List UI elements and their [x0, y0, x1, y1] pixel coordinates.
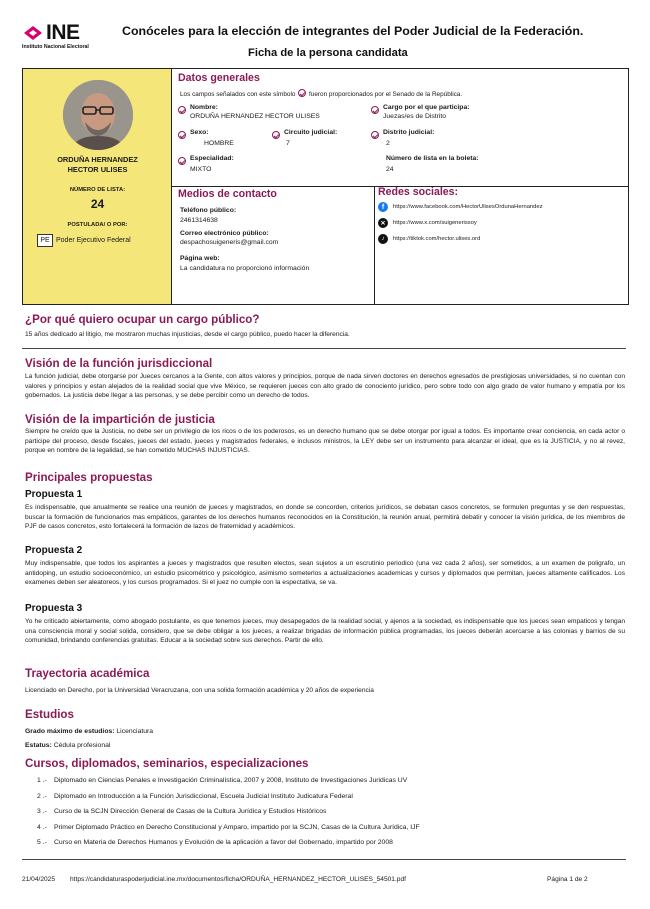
x-link[interactable]: https://www.x.com/suigenerissoy [393, 220, 477, 226]
general-note [180, 89, 462, 98]
page-header [0, 0, 650, 68]
career-text: Licenciado en Derecho, por la Universidad Veracruzana, con una solida formación académica y 20 años de experiencia [25, 687, 374, 694]
candidate-summary [23, 69, 172, 304]
studies-status-label: Estatus: [25, 742, 52, 749]
boleta-value: 24 [386, 166, 394, 173]
section-rule [22, 348, 626, 349]
nombre-label: Nombre: [190, 104, 218, 111]
logo-subtitle: Instituto Nacional Electoral [22, 44, 89, 50]
sexo-check-icon [178, 131, 186, 139]
general-heading: Datos generales [178, 72, 260, 84]
postulation-row [37, 234, 131, 247]
contact-heading: Medios de contacto [178, 188, 277, 200]
course-item [37, 808, 326, 815]
footer-url[interactable]: https://candidaturaspoderjudicial.ine.mx/documentos/ficha/ORDUÑA_HERNANDEZ_HECTOR_ULISES_54501.pdf [70, 876, 406, 883]
cargo-check-icon [371, 106, 379, 114]
footer-rule [22, 859, 626, 860]
candidate-photo [63, 80, 133, 150]
page-subtitle: Ficha de la persona candidata [248, 47, 408, 59]
list-number: 24 [90, 197, 105, 211]
social-x[interactable] [378, 218, 477, 228]
social-facebook[interactable] [378, 202, 543, 212]
course-number: 1 .- [37, 777, 47, 784]
facebook-icon: f [378, 202, 388, 212]
why-heading: ¿Por qué quiero ocupar un cargo público? [25, 313, 260, 326]
studies-grade-value: Licenciatura [116, 728, 154, 735]
tiktok-link[interactable]: https://tiktok.com/hector.ulises.ord [393, 236, 481, 242]
course-item [37, 793, 353, 800]
vision-justice-heading: Visión de la impartición de justicia [25, 413, 215, 426]
proposal-1-text: Es indispensable, que anualmente se realice una reunión de jueces y magistrados, en donde se concorden, criterios jurídicos, se debatan casos concretos, se formulen preguntas y se den respuestas, buscar la formación de funcionarios mas empáticos, garantes de los derechos humanos reconocidos en la Constitución, la reunión anual, permitirá debatir y conocer la visión jurídica, de los miembros de PJF de casos concretos, esto fortalecerá la formación de lazos de fraternidad y académicos. [25, 504, 625, 531]
x-icon: ✕ [378, 218, 388, 228]
course-number: 2 .- [37, 793, 47, 800]
course-text: Curso de la SCJN Dirección General de Casas de la Cultura Jurídica y Estudios Históricos [54, 808, 327, 815]
proposal-2-title: Propuesta 2 [25, 545, 83, 556]
candidate-name [23, 155, 172, 175]
boleta-label: Número de lista en la boleta: [386, 155, 479, 162]
proposals-heading: Principales propuestas [25, 471, 153, 484]
circuito-value: 7 [286, 140, 290, 147]
course-item [37, 777, 407, 784]
vision-justice-text: Siempre he creído que la Justicia, no debe ser un privilegio de los ricos o de los poderosos, es un derecho humano que se debe otorgar por igual a todos. Es importante crear conciencia, en cada actor o participe del proceso, desde fiscales, jueces del estado, jueces y magistrados federales, e inclusos ministros, la LEY debe ser un instrumento para alcanzar el ideal, que es la JUSTICIA, y no al revez, porque en nombre de la legalidad, se han cometido MUCHAS INJUSTICIAS. [25, 428, 625, 455]
senate-check-icon [298, 89, 306, 97]
course-text: Primer Diplomado Práctico en Derecho Constitucional y Amparo, impartido por la SCJN, Casas de la Cultura Jurídica, IJF [54, 824, 420, 831]
course-text: Diplomado en Ciencias Penales e Investigación Criminalística, 2007 y 2008, Instituto de Investigaciones Juridicas UV [54, 777, 408, 784]
social-heading: Redes sociales: [378, 186, 459, 198]
studies-grade [25, 727, 425, 737]
course-number: 4 .- [37, 824, 47, 831]
especialidad-label: Especialidad: [190, 155, 234, 162]
list-number-label: NÚMERO DE LISTA: [69, 187, 126, 193]
web-value: La candidatura no proporcionó información [180, 265, 310, 272]
vision-function-heading: Visión de la función jurisdiccional [25, 357, 213, 370]
especialidad-value: MIXTO [190, 166, 212, 173]
proposal-3-title: Propuesta 3 [25, 603, 83, 614]
sexo-value: HOMBRE [204, 140, 234, 147]
facebook-link[interactable]: https://www.facebook.com/HectorUlisesOrdunaHernandez [393, 204, 543, 210]
phone-value: 2461314638 [180, 217, 218, 224]
candidate-card [22, 68, 629, 305]
footer-date: 21/04/2025 [22, 876, 56, 883]
cargo-label: Cargo por el que participa: [383, 104, 470, 111]
postulation-label: POSTULADA/ O POR: [67, 222, 128, 228]
course-number: 3 .- [37, 808, 47, 815]
page-title: Conóceles para la elección de integrantes del Poder Judicial de la Federación. [122, 24, 584, 38]
course-item [37, 824, 420, 831]
studies-status [25, 741, 425, 751]
proposal-1-title: Propuesta 1 [25, 489, 83, 500]
nombre-value: ORDUÑA HERNANDEZ HECTOR ULISES [190, 113, 320, 120]
ine-logo [22, 22, 106, 50]
course-text: Curso en Materia de Derechos Humanos y Evolución de la aplicación a favor del Gobernado, impartido por 2008 [54, 839, 393, 846]
distrito-label: Distrito judicial: [383, 129, 435, 136]
course-text: Diplomado en Introducción a la Función Jurisdiccional, Escuela Judicial Instituto Judicatura Federal [54, 793, 353, 800]
circuito-label: Circuito judicial: [284, 129, 338, 136]
candidate-name-line2: HECTOR ULISES [67, 165, 128, 174]
circuito-check-icon [272, 131, 280, 139]
card-divider-vertical [374, 186, 375, 304]
distrito-value: 2 [386, 140, 390, 147]
postulation-value: Poder Ejecutivo Federal [56, 237, 131, 244]
footer-page: Página 1 de 2 [547, 876, 588, 883]
studies-grade-label: Grado máximo de estudios: [25, 728, 115, 735]
distrito-check-icon [371, 131, 379, 139]
candidate-name-line1: ORDUÑA HERNANDEZ [57, 155, 138, 164]
proposal-2-text: Muy indispensable, que todos los aspirantes a jueces y magistrados que resulten electos, sean sujetos a un escrutinio periodico (una vez cada 2 años), ser sometidos, a un examen de poligrafo, un antidoping, un estudio socioeconómico, un estudio psicométrico y psicológico, asimismo someterlos a actualizaciones academicas y cursos y diplomados que permitan, jueces altamente calificados. Los examenes deben ser aleatoreos, y los cursos programados. Si el juez no cumple con la espectativa, se va. [25, 560, 625, 587]
email-value: despachosuigeneris@gmail.com [180, 239, 279, 246]
social-tiktok[interactable] [378, 234, 480, 244]
course-number: 5 .- [37, 839, 47, 846]
career-heading: Trayectoria académica [25, 667, 150, 680]
email-label: Correo electrónico público: [180, 230, 269, 237]
why-text: 15 años dedicado al litigio, me mostraron muchas injusticias, desde el cargo público, puedo hacer la diferencia. [25, 331, 350, 338]
proposal-3-text: Yo he criticado abiertamente, como abogado postulante, es que tenemos jueces, muy desapegados de la realidad social, y ajenos a la sociedad, es indispensable que los jueces sean empaticos y tengan una consciencia moral y social solida, considero, que se debe obligar a los jueces, a realizar brigadas de información pública programadas, los jueces deberán acercarse a las colonias y barrios de su comunidad, brindando conferencias gratuitas. Educar a la sociedad sobre sus derechos. Partir de ello. [25, 618, 625, 645]
studies-heading: Estudios [25, 708, 74, 721]
ine-diamond-icon [22, 25, 44, 41]
candidate-details [172, 69, 628, 304]
postulation-code: PE [37, 234, 53, 247]
logo-word: INE [46, 21, 80, 44]
web-label: Página web: [180, 255, 220, 262]
studies-status-value: Cédula profesional [53, 742, 111, 749]
general-note-before: Los campos señalados con este símbolo [180, 91, 296, 98]
vision-function-text: La función judicial, debe otorgarse por Jueces cercanos a la Gente, con altos valores y principios, porque de nada sirven doctores en derechos egresados de prestigiosas universidades, si no cuentan con valores y principios y estan alejados de la realidad social que vive México, se requieren jueces con alto grado de conociento jurídico, pero sobre todo con algo grado de valor humano y empatía por los gobernados. La justicia debe llegar a las personas, y se debe percibir como un derecho de todos. [25, 373, 625, 400]
course-item [37, 839, 393, 846]
courses-heading: Cursos, diplomados, seminarios, especializaciones [25, 757, 309, 770]
general-note-after: fueron proporcionados por el Senado de la República. [309, 91, 463, 98]
nombre-check-icon [178, 106, 186, 114]
especialidad-check-icon [178, 157, 186, 165]
tiktok-icon: ♪ [378, 234, 388, 244]
cargo-value: Juezas/es de Distrito [383, 113, 447, 120]
sexo-label: Sexo: [190, 129, 209, 136]
phone-label: Teléfono público: [180, 207, 237, 214]
